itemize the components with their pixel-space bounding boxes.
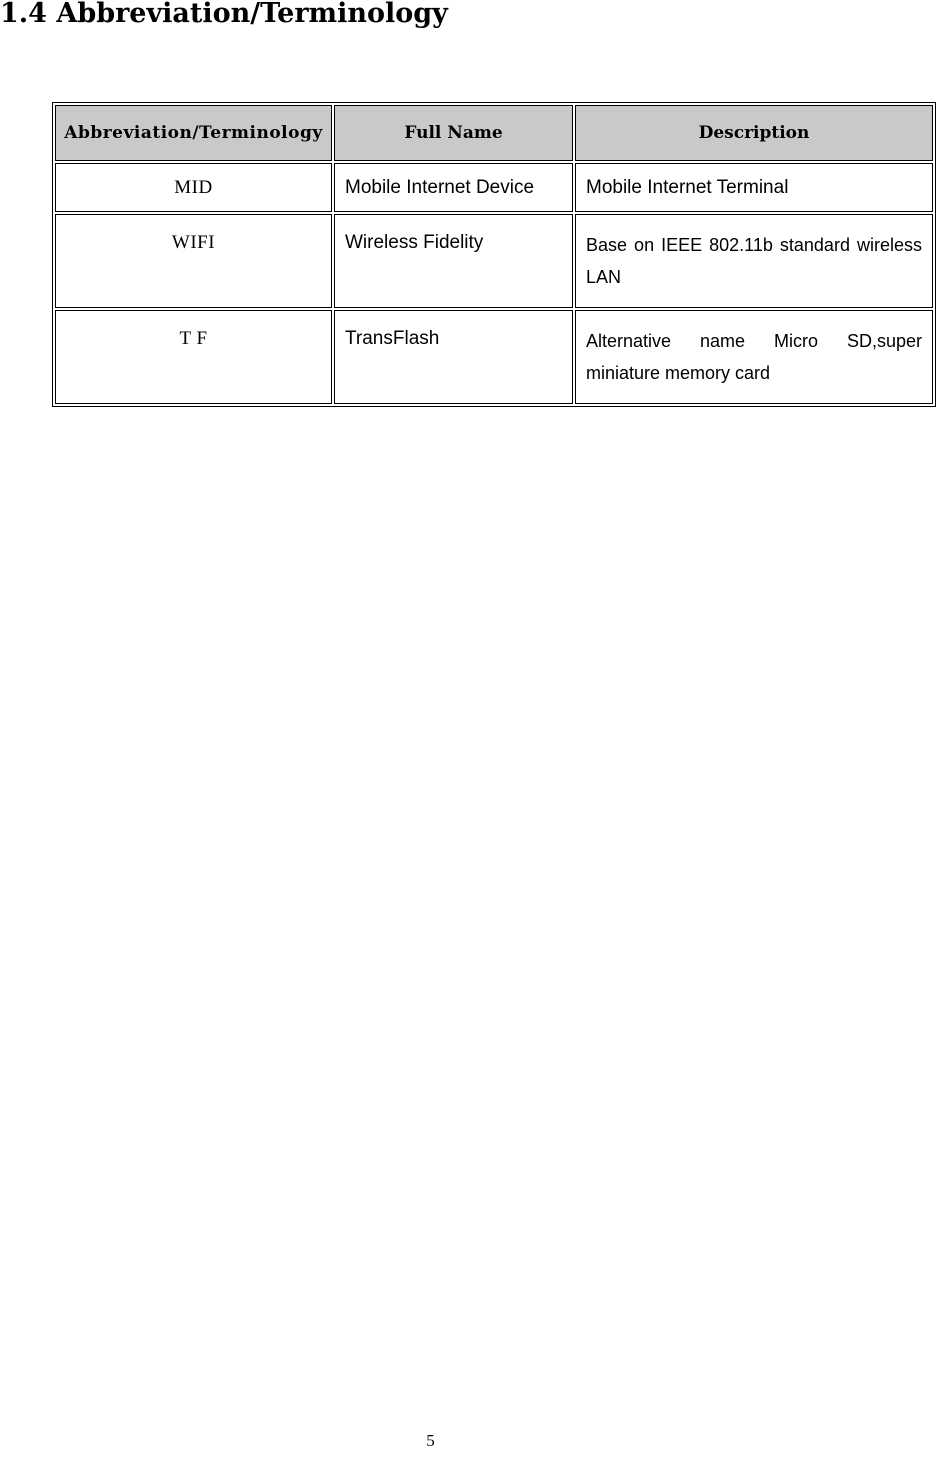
cell-full-name: TransFlash [334, 310, 573, 404]
cell-abbreviation: MID [55, 163, 332, 212]
page-number: 5 [426, 1431, 435, 1450]
abbreviation-table [52, 102, 936, 407]
cell-abbreviation: T F [55, 310, 332, 404]
table-row [55, 310, 933, 404]
cell-full-name: Mobile Internet Device [334, 163, 573, 212]
table-row [55, 214, 933, 308]
header-abbreviation: Abbreviation/Terminology [55, 105, 332, 161]
header-description: Description [575, 105, 933, 161]
section-title: 1.4 Abbreviation/Terminology [0, 0, 448, 29]
header-full-name: Full Name [334, 105, 573, 161]
table-row [55, 163, 933, 212]
cell-abbreviation: WIFI [55, 214, 332, 308]
table-header-row [55, 105, 933, 161]
cell-description: Mobile Internet Terminal [575, 163, 933, 212]
cell-description: Alternative name Micro SD,super miniature memory card [575, 310, 933, 404]
cell-full-name: Wireless Fidelity [334, 214, 573, 308]
cell-description: Base on IEEE 802.11b standard wireless LAN [575, 214, 933, 308]
